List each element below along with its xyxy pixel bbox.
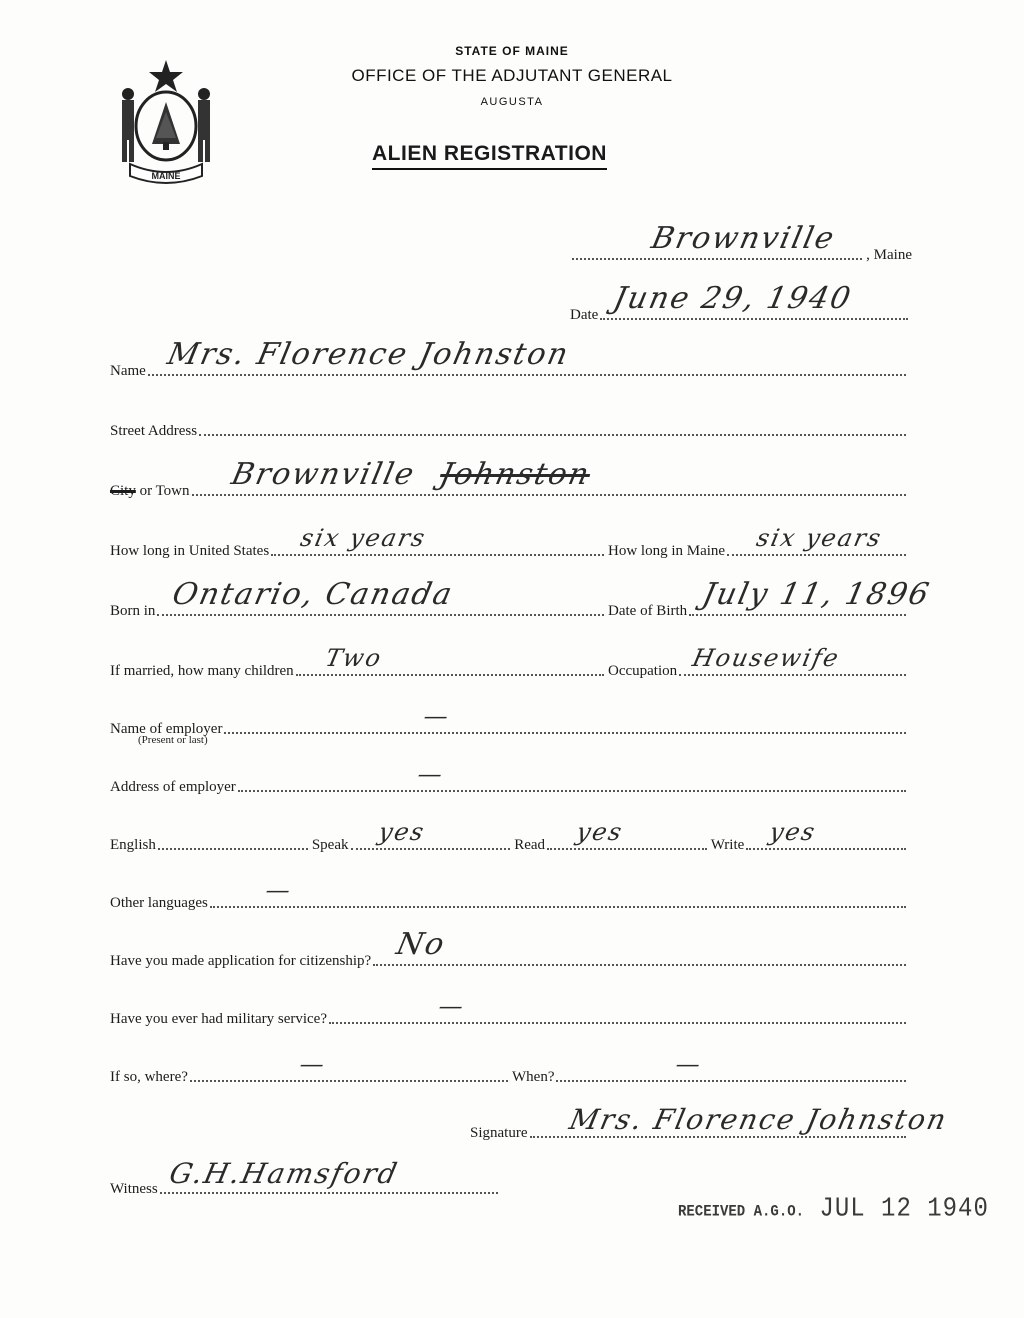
street-row <box>110 402 910 442</box>
employer-address-row <box>110 758 910 798</box>
citizenship-line <box>373 927 906 966</box>
employer-row <box>110 700 910 740</box>
dob-line <box>689 577 934 616</box>
signature-row <box>470 1103 951 1144</box>
town-value: Brownville <box>648 221 839 256</box>
speak-line <box>351 818 511 850</box>
children-value: Two <box>322 644 385 672</box>
form-title: ALIEN REGISTRATION <box>372 142 607 170</box>
received-stamp <box>678 1195 989 1225</box>
maine-years-line <box>727 524 906 556</box>
when-line <box>556 1050 906 1082</box>
witness-row <box>110 1157 502 1200</box>
write-value: yes <box>767 818 820 846</box>
header-office: OFFICE OF THE ADJUTANT GENERAL <box>351 66 673 85</box>
born-value: Ontario, Canada <box>169 577 458 612</box>
employer-line <box>224 702 906 734</box>
signature-line <box>530 1103 951 1138</box>
write-label: Write <box>710 837 745 853</box>
seal-banner-text: MAINE <box>151 171 181 181</box>
military-line <box>329 992 906 1024</box>
city-line <box>192 457 906 496</box>
header-city: AUGUSTA <box>480 96 544 108</box>
read-line <box>547 818 707 850</box>
military-value: — <box>436 992 468 1020</box>
signature-value: Mrs. Florence Johnston <box>565 1103 951 1136</box>
occupation-row <box>608 642 910 682</box>
header-state: STATE OF MAINE <box>455 44 569 58</box>
born-label: Born in <box>110 603 156 619</box>
employer-label: Name of employer <box>110 721 223 737</box>
english-row <box>110 816 910 856</box>
citizenship-value: No <box>393 927 450 962</box>
stamp-received-text: RECEIVED A.G.O. <box>678 1203 805 1222</box>
city-struck-value: Johnston <box>436 457 594 492</box>
us-years-label: How long in United States <box>110 543 270 559</box>
read-label: Read <box>514 837 546 853</box>
employer-value: — <box>421 702 454 730</box>
date-line <box>600 281 908 320</box>
date-value: June 29, 1940 <box>610 281 856 316</box>
read-value: yes <box>574 818 627 846</box>
employer-sublabel: (Present or last) <box>138 734 208 746</box>
date-row <box>570 281 912 326</box>
us-years-value: six years <box>298 524 430 552</box>
maine-years-value: six years <box>754 524 886 552</box>
city-label-rest: or Town <box>135 483 190 499</box>
children-label: If married, how many children <box>110 663 294 679</box>
when-value: — <box>673 1050 706 1078</box>
children-line <box>296 644 604 676</box>
where-row <box>110 1048 512 1088</box>
born-row <box>110 577 608 622</box>
other-languages-value: — <box>262 876 295 904</box>
speak-value: yes <box>375 818 428 846</box>
citizenship-label: Have you made application for citizenship? <box>110 953 372 969</box>
city-row <box>110 457 910 502</box>
employer-address-value: — <box>414 760 447 788</box>
witness-line <box>160 1157 498 1194</box>
military-row <box>110 990 910 1030</box>
other-languages-label: Other languages <box>110 895 208 911</box>
english-label: English <box>110 837 156 853</box>
city-value: Brownville <box>227 457 419 492</box>
employer-address-label: Address of employer <box>110 779 236 795</box>
us-years-row <box>110 522 608 562</box>
where-value: — <box>296 1050 329 1078</box>
street-line <box>199 434 906 436</box>
maine-years-row <box>608 522 910 562</box>
when-label: When? <box>512 1069 555 1085</box>
dob-value: July 11, 1896 <box>699 577 934 612</box>
maine-state-seal-icon <box>112 56 220 186</box>
where-label: If so, where? <box>110 1069 188 1085</box>
other-languages-row <box>110 874 910 914</box>
where-line <box>190 1050 508 1082</box>
city-handwriting <box>228 457 594 492</box>
witness-label: Witness <box>110 1181 158 1197</box>
witness-value: G.H.Hamsford <box>166 1157 402 1190</box>
when-row <box>512 1048 910 1088</box>
town-line <box>572 221 862 260</box>
street-label: Street Address <box>110 423 198 439</box>
stamp-date: JUL 12 1940 <box>819 1194 989 1225</box>
born-line <box>157 577 604 616</box>
other-languages-line <box>210 876 906 908</box>
write-line <box>746 818 906 850</box>
name-label: Name <box>110 363 146 379</box>
children-row <box>110 642 608 682</box>
occupation-line <box>679 644 906 676</box>
us-years-line <box>271 524 604 556</box>
dob-label: Date of Birth <box>608 603 688 619</box>
city-label <box>110 483 190 502</box>
date-label: Date <box>570 307 599 323</box>
employer-address-line <box>238 760 906 792</box>
citizenship-row <box>110 927 910 972</box>
occupation-value: Housewife <box>690 644 843 672</box>
military-label: Have you ever had military service? <box>110 1011 327 1027</box>
city-label-struck: City <box>110 483 136 499</box>
maine-years-label: How long in Maine <box>608 543 726 559</box>
name-line <box>148 337 906 376</box>
town-suffix: , Maine <box>866 247 912 263</box>
occupation-label: Occupation <box>608 663 678 679</box>
name-value: Mrs. Florence Johnston <box>164 337 573 372</box>
english-line <box>158 848 308 850</box>
signature-label: Signature <box>470 1125 528 1141</box>
town-row <box>570 221 912 266</box>
dob-row <box>608 577 934 622</box>
name-row <box>110 337 910 382</box>
speak-label: Speak <box>311 837 349 853</box>
